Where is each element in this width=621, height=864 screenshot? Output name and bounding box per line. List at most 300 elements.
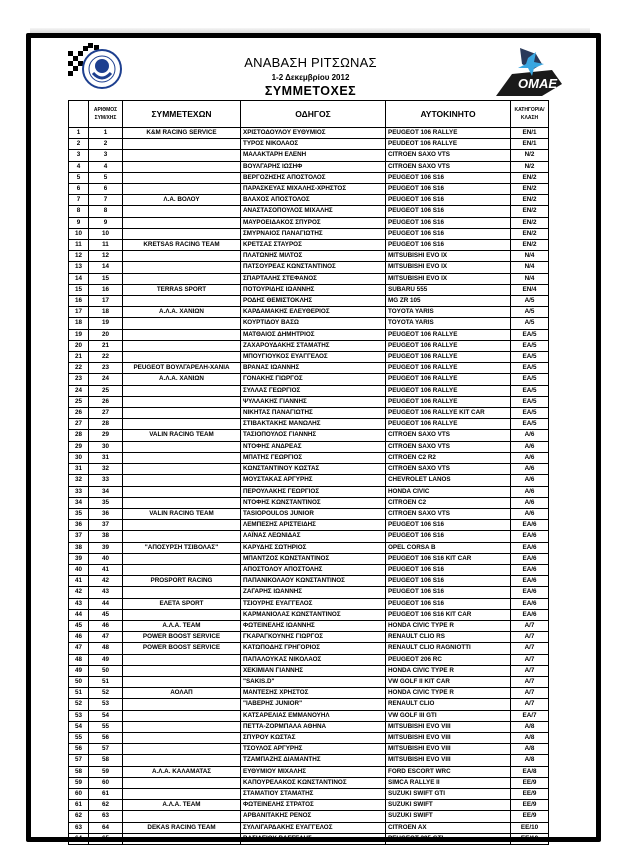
cell-entry-number: 27 — [89, 408, 123, 419]
cell-index: 16 — [69, 296, 89, 307]
cell-entrant: Α.Λ.Α. ΚΑΛΑΜΑΤΑΣ — [123, 766, 241, 777]
cell-category-class: N/4 — [511, 262, 549, 273]
cell-car: PEUGEOT 106 RALLYE — [386, 396, 511, 407]
cell-driver: ΓΚΑΡΑΓΚΟΥΝΗΣ ΓΙΩΡΓΟΣ — [241, 632, 386, 643]
cell-car: PEUGEOT 106 RALLYE KIT CAR — [386, 408, 511, 419]
cell-entrant — [123, 755, 241, 766]
cell-car: SUZUKI SWIFT GTI — [386, 788, 511, 799]
cell-car: RENAULT CLIO RAGNIOTTI — [386, 643, 511, 654]
cell-category-class: A/6 — [511, 452, 549, 463]
cell-entrant — [123, 788, 241, 799]
cell-category-class: N/2 — [511, 150, 549, 161]
cell-car: PEUGEOT 106 S16 KIT CAR — [386, 609, 511, 620]
cell-entrant — [123, 654, 241, 665]
cell-car: PEUGEOT 106 S16 — [386, 564, 511, 575]
cell-entrant — [123, 665, 241, 676]
cell-entrant — [123, 318, 241, 329]
cell-driver: ΚΩΝΣΤΑΝΤΙΝΟΥ ΚΩΣΤΑΣ — [241, 464, 386, 475]
cell-driver: ΠΑΡΑΣΚΕΥΑΣ ΜΙΧΑΛΗΣ-ΧΡΗΣΤΟΣ — [241, 184, 386, 195]
table-row — [69, 508, 549, 519]
cell-entrant — [123, 721, 241, 732]
cell-category-class: EE/9 — [511, 788, 549, 799]
cell-category-class: A/6 — [511, 497, 549, 508]
table-row — [69, 128, 549, 139]
cell-entry-number: 35 — [89, 497, 123, 508]
cell-entry-number: 48 — [89, 643, 123, 654]
col-header-entry-number: ΑΡΙΘΜΟΣ ΣΥΜ/ΧΗΣ — [89, 101, 123, 128]
cell-index: 11 — [69, 240, 89, 251]
cell-driver: ΖΑΓΑΡΗΣ ΙΩΑΝΝΗΣ — [241, 587, 386, 598]
table-row — [69, 643, 549, 654]
cell-index: 7 — [69, 195, 89, 206]
cell-category-class: EE/10 — [511, 822, 549, 833]
table-row — [69, 710, 549, 721]
cell-car: HONDA CIVIC TYPE R — [386, 665, 511, 676]
cell-car: SUZUKI SWIFT — [386, 800, 511, 811]
cell-category-class: EN/1 — [511, 139, 549, 150]
table-row — [69, 329, 549, 340]
cell-index: 19 — [69, 329, 89, 340]
cell-entry-number: 32 — [89, 464, 123, 475]
cell-driver: ΣΜΥΡΝΑΙΟΣ ΠΑΝΑΓΙΩΤΗΣ — [241, 228, 386, 239]
col-header-entrant: ΣΥΜΜΕΤΕΧΩΝ — [123, 101, 241, 128]
cell-index: 64 — [69, 833, 89, 844]
cell-category-class: EA/5 — [511, 374, 549, 385]
cell-car: PEUGEOT 106 S16 — [386, 195, 511, 206]
table-row — [69, 139, 549, 150]
table-row — [69, 296, 549, 307]
cell-car: CITROEN SAXO VTS — [386, 441, 511, 452]
cell-entry-number: 49 — [89, 654, 123, 665]
cell-index: 22 — [69, 363, 89, 374]
cell-category-class: EA/5 — [511, 385, 549, 396]
cell-category-class: EA/8 — [511, 766, 549, 777]
cell-entry-number: 18 — [89, 307, 123, 318]
cell-index: 46 — [69, 632, 89, 643]
table-row — [69, 452, 549, 463]
cell-driver: ΜΑΝΤΕΣΗΣ ΧΡΗΣΤΟΣ — [241, 688, 386, 699]
cell-entrant — [123, 676, 241, 687]
table-row — [69, 676, 549, 687]
cell-driver: "SAKIS.D" — [241, 676, 386, 687]
cell-category-class: N/4 — [511, 273, 549, 284]
cell-driver: ΠΑΠΑΛΟΥΚΑΣ ΝΙΚΟΛΑΟΣ — [241, 654, 386, 665]
cell-entry-number: 34 — [89, 486, 123, 497]
cell-entrant: "ΑΠΟΣΥΡΣΗ ΤΣΙΒΟΛΑΣ" — [123, 542, 241, 553]
cell-entry-number: 1 — [89, 128, 123, 139]
cell-entry-number: 11 — [89, 240, 123, 251]
cell-category-class: EA/5 — [511, 329, 549, 340]
cell-car: PEUGEOT 106 RALLYE — [386, 329, 511, 340]
cell-entrant — [123, 699, 241, 710]
cell-entrant: TERRAS SPORT — [123, 284, 241, 295]
cell-category-class: A/6 — [511, 441, 549, 452]
cell-entry-number: 8 — [89, 206, 123, 217]
cell-index: 36 — [69, 520, 89, 531]
cell-category-class: A/8 — [511, 721, 549, 732]
cell-driver: ΜΑΛΑΚΤΑΡΗ ΕΛΕΝΗ — [241, 150, 386, 161]
cell-entrant: Λ.Α. ΒΟΛΟΥ — [123, 195, 241, 206]
cell-driver: ΣΤΙΒΑΚΤΑΚΗΣ ΜΑΝΩΛΗΣ — [241, 419, 386, 430]
cell-entry-number: 26 — [89, 396, 123, 407]
table-row — [69, 284, 549, 295]
cell-category-class: EA/5 — [511, 352, 549, 363]
cell-category-class: A/7 — [511, 665, 549, 676]
cell-category-class: EA/6 — [511, 576, 549, 587]
cell-category-class: EN/4 — [511, 284, 549, 295]
cell-driver: ΧΕΚΙΜΙΑΝ ΓΙΑΝΝΗΣ — [241, 665, 386, 676]
cell-index: 37 — [69, 531, 89, 542]
cell-car: PEUGEOT 106 RALLYE — [386, 385, 511, 396]
table-row — [69, 217, 549, 228]
cell-index: 21 — [69, 352, 89, 363]
table-row — [69, 363, 549, 374]
cell-driver: ΠΑΤΣΟΥΡΕΑΣ ΚΩΝΣΤΑΝΤΙΝΟΣ — [241, 262, 386, 273]
cell-index: 17 — [69, 307, 89, 318]
cell-car: PEUGEOT 106 RALLYE — [386, 128, 511, 139]
cell-entrant: ΕΛΕΤΑ SPORT — [123, 598, 241, 609]
table-row — [69, 374, 549, 385]
cell-entry-number: 15 — [89, 273, 123, 284]
cell-entry-number: 20 — [89, 329, 123, 340]
cell-driver: ΚΑΤΣΑΡΕΛΙΑΣ ΕΜΜΑΝΟΥΗΛ — [241, 710, 386, 721]
cell-car: PEUGEOT 106 S16 — [386, 184, 511, 195]
cell-entry-number: 59 — [89, 766, 123, 777]
cell-entrant — [123, 531, 241, 542]
table-row — [69, 396, 549, 407]
cell-index: 14 — [69, 273, 89, 284]
cell-category-class: A/7 — [511, 688, 549, 699]
cell-driver: ΚΡΕΤΣΑΣ ΣΤΑΥΡΟΣ — [241, 240, 386, 251]
table-row — [69, 553, 549, 564]
cell-entry-number: 41 — [89, 564, 123, 575]
table-row — [69, 665, 549, 676]
cell-car: SIMCA RALLYE II — [386, 777, 511, 788]
cell-entry-number: 45 — [89, 609, 123, 620]
event-date: 1-2 Δεκεμβρίου 2012 — [271, 73, 350, 82]
cell-index: 32 — [69, 475, 89, 486]
cell-category-class: EE/9 — [511, 811, 549, 822]
cell-car: PEUGEOT 106 S16 — [386, 531, 511, 542]
cell-category-class: EN/2 — [511, 172, 549, 183]
cell-entrant: Α.Λ.Α. TEAM — [123, 800, 241, 811]
table-row — [69, 822, 549, 833]
table-row — [69, 699, 549, 710]
table-row — [69, 307, 549, 318]
table-row — [69, 777, 549, 788]
cell-index: 2 — [69, 139, 89, 150]
cell-category-class: EA/6 — [511, 598, 549, 609]
cell-entry-number: 57 — [89, 744, 123, 755]
cell-index: 57 — [69, 755, 89, 766]
cell-entry-number: 30 — [89, 441, 123, 452]
cell-driver: ΚΑΡΜΑΝΙΟΛΑΣ ΚΩΝΣΤΑΝΤΙΝΟΣ — [241, 609, 386, 620]
cell-category-class: A/7 — [511, 632, 549, 643]
table-row — [69, 800, 549, 811]
cell-index: 49 — [69, 665, 89, 676]
cell-entrant — [123, 396, 241, 407]
table-row — [69, 273, 549, 284]
table-row — [69, 564, 549, 575]
cell-category-class: EA/5 — [511, 396, 549, 407]
col-header-index — [69, 101, 89, 128]
cell-car: MITSUBISHI EVO IX — [386, 262, 511, 273]
cell-category-class: A/7 — [511, 676, 549, 687]
cell-car: CITROEN SAXO VTS — [386, 430, 511, 441]
col-header-category-class: ΚΑΤΗΓΟΡΙΑ/ ΚΛΑΣΗ — [511, 101, 549, 128]
cell-entry-number: 37 — [89, 520, 123, 531]
cell-index: 60 — [69, 788, 89, 799]
cell-index: 25 — [69, 396, 89, 407]
cell-category-class: A/6 — [511, 464, 549, 475]
table-row — [69, 150, 549, 161]
cell-index: 33 — [69, 486, 89, 497]
cell-entrant — [123, 497, 241, 508]
cell-driver: ΕΥΘΥΜΙΟΥ ΜΙΧΑΛΗΣ — [241, 766, 386, 777]
cell-entry-number: 12 — [89, 251, 123, 262]
cell-entrant — [123, 553, 241, 564]
cell-entrant — [123, 564, 241, 575]
cell-car: CITROEN SAXO VTS — [386, 508, 511, 519]
table-row — [69, 228, 549, 239]
cell-entry-number: 9 — [89, 217, 123, 228]
col-header-driver: ΟΔΗΓΟΣ — [241, 101, 386, 128]
cell-category-class: N/2 — [511, 161, 549, 172]
cell-category-class: A/5 — [511, 296, 549, 307]
cell-entrant — [123, 777, 241, 788]
cell-entry-number: 7 — [89, 195, 123, 206]
cell-category-class: A/7 — [511, 620, 549, 631]
cell-entrant — [123, 385, 241, 396]
cell-entry-number: 25 — [89, 385, 123, 396]
cell-driver: ΜΠΟΥΓΙΟΥΚΟΣ ΕΥΑΓΓΕΛΟΣ — [241, 352, 386, 363]
cell-entry-number: 42 — [89, 576, 123, 587]
cell-entry-number: 28 — [89, 419, 123, 430]
table-row — [69, 576, 549, 587]
cell-entrant: DEKAS RACING TEAM — [123, 822, 241, 833]
cell-category-class: A/8 — [511, 732, 549, 743]
table-row — [69, 811, 549, 822]
cell-driver: ΠΑΠΑΝΙΚΟΛΑΟΥ ΚΩΝΣΤΑΝΤΙΝΟΣ — [241, 576, 386, 587]
cell-entry-number: 60 — [89, 777, 123, 788]
cell-entry-number: 51 — [89, 676, 123, 687]
cell-category-class: EN/1 — [511, 128, 549, 139]
cell-car: RENAULT CLIO — [386, 699, 511, 710]
cell-entrant — [123, 464, 241, 475]
cell-car: VW GOLF II KIT CAR — [386, 676, 511, 687]
cell-entry-number: 14 — [89, 262, 123, 273]
cell-entrant — [123, 251, 241, 262]
cell-index: 24 — [69, 385, 89, 396]
cell-car: HONDA CIVIC TYPE R — [386, 688, 511, 699]
table-row — [69, 408, 549, 419]
cell-index: 43 — [69, 598, 89, 609]
cell-entrant — [123, 744, 241, 755]
cell-entrant: Α.Λ.Α. ΧΑΝΙΩΝ — [123, 374, 241, 385]
cell-entry-number: 65 — [89, 833, 123, 844]
cell-entrant: Α.Λ.Α. TEAM — [123, 620, 241, 631]
cell-index: 31 — [69, 464, 89, 475]
table-row — [69, 251, 549, 262]
cell-entry-number: 17 — [89, 296, 123, 307]
cell-entry-number: 23 — [89, 363, 123, 374]
cell-category-class: EA/6 — [511, 564, 549, 575]
cell-entry-number: 36 — [89, 508, 123, 519]
cell-driver: ΚΟΥΡΤΙΔΟΥ ΒΑΣΩ — [241, 318, 386, 329]
cell-driver: ΛΕΜΠΕΣΗΣ ΑΡΙΣΤΕΙΔΗΣ — [241, 520, 386, 531]
cell-entry-number: 2 — [89, 139, 123, 150]
cell-entrant — [123, 206, 241, 217]
cell-category-class: EA/5 — [511, 363, 549, 374]
cell-car: PEUGEOT 106 S16 — [386, 240, 511, 251]
table-row — [69, 172, 549, 183]
cell-entry-number: 40 — [89, 553, 123, 564]
cell-index: 5 — [69, 172, 89, 183]
cell-car: HONDA CIVIC — [386, 486, 511, 497]
cell-driver: ΠΟΤΟΥΡΙΔΗΣ ΙΩΑΝΝΗΣ — [241, 284, 386, 295]
table-row — [69, 520, 549, 531]
cell-category-class: EA/7 — [511, 710, 549, 721]
table-row — [69, 766, 549, 777]
cell-index: 15 — [69, 284, 89, 295]
cell-driver: ΚΑΡΥΔΗΣ ΣΩΤΗΡΙΟΣ — [241, 542, 386, 553]
table-row — [69, 732, 549, 743]
cell-driver: ΚΑΡΔΑΜΑΚΗΣ ΕΛΕΥΘΕΡΙΟΣ — [241, 307, 386, 318]
cell-category-class: EA/5 — [511, 408, 549, 419]
cell-driver: ΤΑΣΙΟΠΟΥΛΟΣ ΓΙΑΝΝΗΣ — [241, 430, 386, 441]
cell-entrant: Α.Λ.Α. ΧΑΝΙΩΝ — [123, 307, 241, 318]
cell-car: MITSUBISHI EVO VIII — [386, 721, 511, 732]
table-row — [69, 587, 549, 598]
cell-entrant: VALIN RACING TEAM — [123, 430, 241, 441]
cell-entrant — [123, 475, 241, 486]
cell-entrant — [123, 419, 241, 430]
cell-car: PEUGEOT 106 RALLYE — [386, 374, 511, 385]
cell-car: TOYOTA YARIS — [386, 307, 511, 318]
cell-car: PEUGEOT 106 RALLYE — [386, 352, 511, 363]
cell-entry-number: 21 — [89, 340, 123, 351]
page-title: ΑΝΑΒΑΣΗ ΡΙΤΣΩΝΑΣ — [244, 55, 377, 70]
cell-driver: ΑΝΑΣΤΑΣΟΠΟΥΛΟΣ ΜΙΧΑΛΗΣ — [241, 206, 386, 217]
cell-entry-number: 5 — [89, 172, 123, 183]
cell-driver: ΣΠΥΡΟΥ ΚΩΣΤΑΣ — [241, 732, 386, 743]
table-row — [69, 419, 549, 430]
cell-category-class: N/4 — [511, 251, 549, 262]
cell-entrant — [123, 833, 241, 844]
cell-entry-number: 55 — [89, 721, 123, 732]
cell-entry-number: 62 — [89, 800, 123, 811]
cell-driver: ΠΛΑΤΩΝΗΣ ΜΙΛΤΟΣ — [241, 251, 386, 262]
cell-driver: ΑΡΒΑΝΙΤΑΚΗΣ ΡΕΝΟΣ — [241, 811, 386, 822]
cell-driver: ΝΤΟΦΗΣ ΚΩΝΣΤΑΝΤΙΝΟΣ — [241, 497, 386, 508]
table-row — [69, 340, 549, 351]
cell-entry-number: 22 — [89, 352, 123, 363]
cell-category-class: EA/6 — [511, 609, 549, 620]
cell-category-class: EA/6 — [511, 587, 549, 598]
table-row — [69, 833, 549, 844]
cell-driver: ΛΑΪΝΑΣ ΛΕΩΝΙΔΑΣ — [241, 531, 386, 542]
cell-car: CITROEN C2 R2 — [386, 452, 511, 463]
cell-car: CITROEN SAXO VTS — [386, 161, 511, 172]
table-row — [69, 542, 549, 553]
cell-entrant — [123, 217, 241, 228]
cell-entry-number: 6 — [89, 184, 123, 195]
cell-entry-number: 3 — [89, 150, 123, 161]
cell-driver: ΣΠΑΡΤΑΛΗΣ ΣΤΕΦΑΝΟΣ — [241, 273, 386, 284]
cell-entrant: K&M RACING SERVICE — [123, 128, 241, 139]
table-row — [69, 531, 549, 542]
cell-car: VW GOLF III GTI — [386, 710, 511, 721]
cell-index: 12 — [69, 251, 89, 262]
table-row — [69, 788, 549, 799]
cell-driver: ΜΟΥΣΤΑΚΑΣ ΑΡΓΥΡΗΣ — [241, 475, 386, 486]
cell-index: 41 — [69, 576, 89, 587]
cell-category-class: A/6 — [511, 475, 549, 486]
cell-car: PEUGEOT 205 GTI — [386, 833, 511, 844]
cell-car: PEUGEOT 106 RALLYE — [386, 419, 511, 430]
cell-entrant — [123, 329, 241, 340]
cell-category-class: A/7 — [511, 643, 549, 654]
cell-entrant: PROSPORT RACING — [123, 576, 241, 587]
omae-logo-text: ΟΜΑΕ — [518, 76, 557, 91]
cell-car: MITSUBISHI EVO VIII — [386, 732, 511, 743]
cell-category-class: EN/2 — [511, 240, 549, 251]
cell-driver: ΜΑΤΘΑΙΟΣ ΔΗΜΗΤΡΙΟΣ — [241, 329, 386, 340]
cell-index: 56 — [69, 744, 89, 755]
cell-entrant — [123, 520, 241, 531]
cell-index: 13 — [69, 262, 89, 273]
cell-category-class: EN/2 — [511, 184, 549, 195]
cell-entry-number: 54 — [89, 710, 123, 721]
cell-entry-number: 47 — [89, 632, 123, 643]
table-row — [69, 688, 549, 699]
cell-index: 51 — [69, 688, 89, 699]
cell-index: 63 — [69, 822, 89, 833]
table-row — [69, 654, 549, 665]
cell-entrant: KRETSAS RACING TEAM — [123, 240, 241, 251]
entries-table — [68, 100, 549, 845]
cell-driver: ΚΑΤΩΠΟΔΗΣ ΓΡΗΓΟΡΙΟΣ — [241, 643, 386, 654]
cell-driver: ΧΡΙΣΤΟΔΟΥΛΟΥ ΕΥΘΥΜΙΟΣ — [241, 128, 386, 139]
cell-car: SUZUKI SWIFT — [386, 811, 511, 822]
cell-index: 35 — [69, 508, 89, 519]
cell-entrant — [123, 408, 241, 419]
table-body — [69, 128, 549, 845]
cell-entry-number: 38 — [89, 531, 123, 542]
cell-driver: ΦΩΤΕΙΝΕΛΗΣ ΙΩΑΝΝΗΣ — [241, 620, 386, 631]
cell-car: PEUGEOT 106 S16 — [386, 217, 511, 228]
cell-category-class: EA/6 — [511, 553, 549, 564]
cell-driver: ΝΙΚΗΤΑΣ ΠΑΝΑΓΙΩΤΗΣ — [241, 408, 386, 419]
cell-index: 9 — [69, 217, 89, 228]
table-row — [69, 161, 549, 172]
cell-car: PEUGEOT 106 S16 — [386, 228, 511, 239]
cell-entry-number: 50 — [89, 665, 123, 676]
cell-index: 20 — [69, 340, 89, 351]
cell-car: CITROEN SAXO VTS — [386, 464, 511, 475]
cell-entry-number: 31 — [89, 452, 123, 463]
cell-category-class: A/7 — [511, 699, 549, 710]
cell-entrant — [123, 352, 241, 363]
cell-entry-number: 39 — [89, 542, 123, 553]
cell-category-class: A/5 — [511, 307, 549, 318]
cell-entry-number: 16 — [89, 284, 123, 295]
cell-driver: ΜΠΑΤΗΣ ΓΕΩΡΓΙΟΣ — [241, 452, 386, 463]
cell-index: 58 — [69, 766, 89, 777]
table-row — [69, 352, 549, 363]
cell-index: 34 — [69, 497, 89, 508]
cell-car: PEUGEOT 106 S16 — [386, 576, 511, 587]
